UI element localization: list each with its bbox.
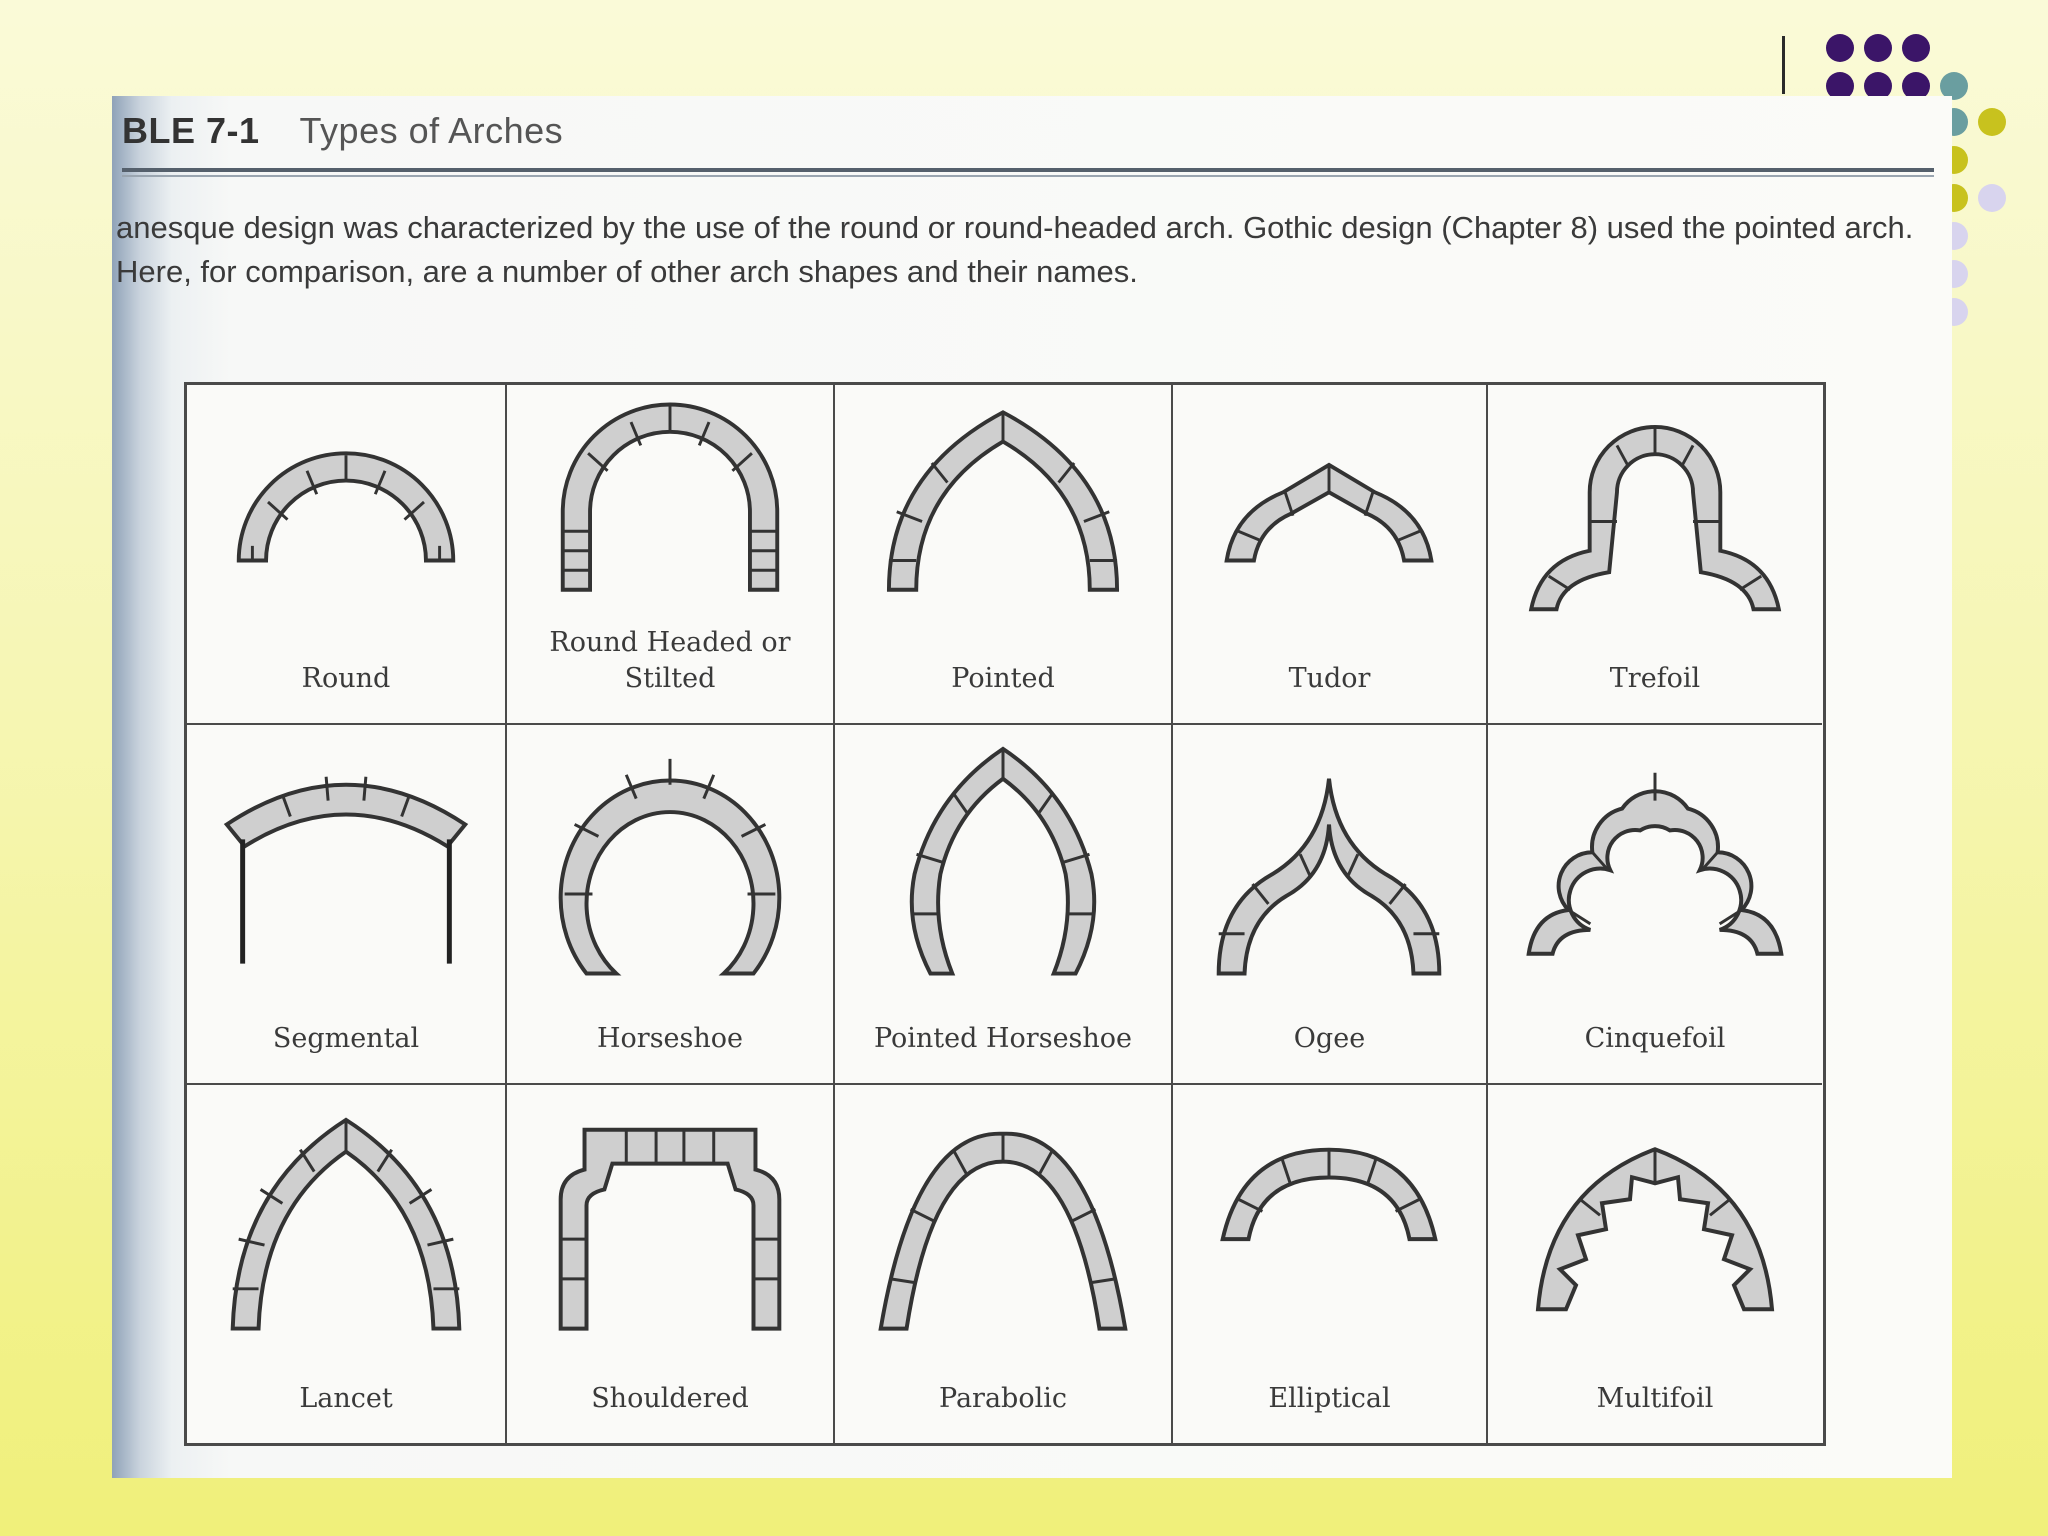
arch-label: Round Headed or Stilted (549, 627, 791, 694)
decorative-divider (1782, 36, 1785, 94)
arch-cell (1173, 385, 1488, 725)
arch-label: Segmental (272, 1023, 420, 1054)
scanned-page (112, 96, 1952, 1478)
arch-grid (184, 382, 1826, 1446)
ogee-arch-icon (1173, 725, 1486, 994)
arch-label: Elliptical (1268, 1383, 1391, 1414)
arch-cell (1173, 1085, 1488, 1443)
arch-label: Cinquefoil (1584, 1023, 1726, 1054)
segmental-arch-icon (187, 725, 505, 994)
shouldered-arch-icon (507, 1085, 833, 1354)
arch-cell (187, 725, 507, 1085)
arch-cell (835, 725, 1173, 1085)
decorative-dot (1902, 34, 1930, 62)
table-caption: anesque design was characterized by the use of the round or round-headed arch. Gothic design (Chapter 8) used the pointed arch. Here, for comparison, are a number of other arch shapes and their names. (116, 210, 1914, 289)
arch-cell (1173, 725, 1488, 1085)
pointed-horseshoe-arch-icon (835, 725, 1171, 994)
arch-cell (507, 1085, 835, 1443)
multifoil-arch-icon (1488, 1085, 1822, 1354)
arch-label: Ogee (1293, 1023, 1366, 1054)
table-heading (122, 110, 563, 152)
arch-cell (1488, 385, 1822, 725)
trefoil-arch-icon (1488, 385, 1822, 639)
arch-label: Lancet (299, 1383, 393, 1414)
arch-label: Parabolic (939, 1383, 1067, 1414)
table-title: Types of Arches (299, 110, 564, 151)
arch-label: Multifoil (1596, 1383, 1714, 1414)
arch-cell (835, 385, 1173, 725)
decorative-dot (1864, 34, 1892, 62)
arch-cell (835, 1085, 1173, 1443)
lancet-arch-icon (187, 1085, 505, 1354)
arch-label: Shouldered (591, 1383, 749, 1414)
heading-rule-thin (122, 175, 1934, 177)
arch-label: Horseshoe (596, 1023, 744, 1054)
table-number: BLE 7-1 (122, 110, 260, 151)
pointed-arch-icon (835, 385, 1171, 639)
decorative-dot (1826, 34, 1854, 62)
arch-label: Trefoil (1609, 663, 1701, 694)
arch-label: Tudor (1288, 663, 1371, 694)
heading-rule (122, 168, 1934, 172)
arch-cell (1488, 1085, 1822, 1443)
stilted-arch-icon (507, 385, 833, 639)
tudor-arch-icon (1173, 385, 1486, 639)
decorative-dot (1978, 184, 2006, 212)
arch-label: Round (301, 663, 391, 694)
elliptical-arch-icon (1173, 1085, 1486, 1354)
arch-cell (1488, 725, 1822, 1085)
cinquefoil-arch-icon (1488, 725, 1822, 994)
arch-cell (187, 1085, 507, 1443)
parabolic-arch-icon (835, 1085, 1171, 1354)
horseshoe-arch-icon (507, 725, 833, 994)
round-arch-icon (187, 385, 505, 639)
arch-cell (187, 385, 507, 725)
arch-cell (507, 385, 835, 725)
arch-label: Pointed (951, 663, 1055, 694)
decorative-dot (1978, 108, 2006, 136)
arch-cell (507, 725, 835, 1085)
arch-label: Pointed Horseshoe (873, 1023, 1133, 1054)
